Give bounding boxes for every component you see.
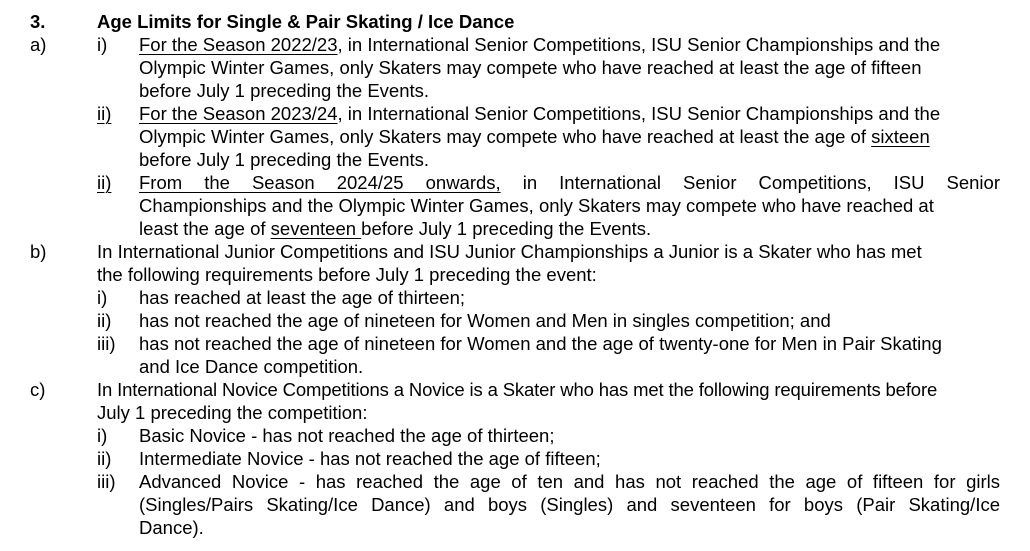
season-2024-25: From the Season 2024/25 onwards, <box>139 172 501 193</box>
clause-b-item-1-label: i) <box>97 287 108 308</box>
section-title: Age Limits for Single & Pair Skating / Ice Dance <box>97 11 515 32</box>
clause-a-item-2-line-1: For the Season 2023/24, in International Senior Competitions, ISU Senior Championships and the <box>139 103 941 124</box>
clause-c-item-3-text-2: (Singles/Pairs Skating/Ice Dance) and boys (Singles) and seventeen for boys (Pair Skating/Ice <box>139 494 1000 515</box>
clause-a-item-1-line-1: For the Season 2022/23, in International Senior Competitions, ISU Senior Championships and the <box>139 34 941 55</box>
clause-a-item-1-label: i) <box>97 34 108 55</box>
clause-a-item-2-line-2: Olympic Winter Games, only Skaters may compete who have reached at least the age of sixteen <box>139 126 930 147</box>
clause-b-intro-line-2: the following requirements before July 1 preceding the event: <box>97 264 597 285</box>
clause-c-intro-line-1: In International Novice Competitions a Novice is a Skater who has met the following requirements before <box>97 379 938 400</box>
clause-c-item-2-text: Intermediate Novice - has not reached the age of fifteen; <box>139 448 601 469</box>
clause-b-intro-line-1: In International Junior Competitions and ISU Junior Championships a Junior is a Skater who has met <box>97 241 922 262</box>
clause-c-label: c) <box>30 379 46 400</box>
clause-b-label: b) <box>30 241 47 262</box>
clause-a-item-2-label: ii) <box>97 103 112 124</box>
clause-c-item-1-label: i) <box>97 425 108 446</box>
age-seventeen: seventeen <box>270 218 362 239</box>
clause-a-item-3-label: ii) <box>97 172 112 193</box>
season-2023-24: For the Season 2023/24 <box>139 103 338 124</box>
clause-c-item-3-text: Advanced Novice - has reached the age of ten and has not reached the age of fifteen for girls <box>139 471 1000 492</box>
clause-b-item-2-text: has not reached the age of nineteen for Women and Men in singles competition; and <box>139 310 831 331</box>
clause-c-item-3-label: iii) <box>97 471 116 492</box>
clause-a-item-3-line-2: Championships and the Olympic Winter Games, only Skaters may compete who have reached at <box>139 195 934 216</box>
season-2022-23: For the Season 2022/23 <box>139 34 338 55</box>
clause-a-item-1-line-3: before July 1 preceding the Events. <box>139 80 430 101</box>
clause-b-item-3-label: iii) <box>97 333 116 354</box>
clause-c-intro-line-2: July 1 preceding the competition: <box>97 402 368 423</box>
section-number: 3. <box>30 11 46 32</box>
age-sixteen: sixteen <box>871 126 930 147</box>
clause-b-item-3-text: has not reached the age of nineteen for Women and the age of twenty-one for Men in Pair Skating <box>139 333 942 354</box>
clause-a-item-3-line-3: least the age of seventeen before July 1 preceding the Events. <box>139 218 652 239</box>
clause-b-item-1-text: has reached at least the age of thirteen; <box>139 287 466 308</box>
clause-a-item-1-line-2: Olympic Winter Games, only Skaters may compete who have reached at least the age of fifteen <box>139 57 922 78</box>
clause-a-label: a) <box>30 34 47 55</box>
clause-c-item-1-text: Basic Novice - has not reached the age of thirteen; <box>139 425 555 446</box>
clause-c-item-3-text-3: Dance). <box>139 517 204 538</box>
clause-a-item-3-line-1: From the Season 2024/25 onwards, in International Senior Competitions, ISU Senior <box>139 172 1000 193</box>
clause-b-item-2-label: ii) <box>97 310 112 331</box>
clause-c-item-2-label: ii) <box>97 448 112 469</box>
clause-a-item-2-line-3: before July 1 preceding the Events. <box>139 149 430 170</box>
clause-b-item-3-text-2: and Ice Dance competition. <box>139 356 364 377</box>
